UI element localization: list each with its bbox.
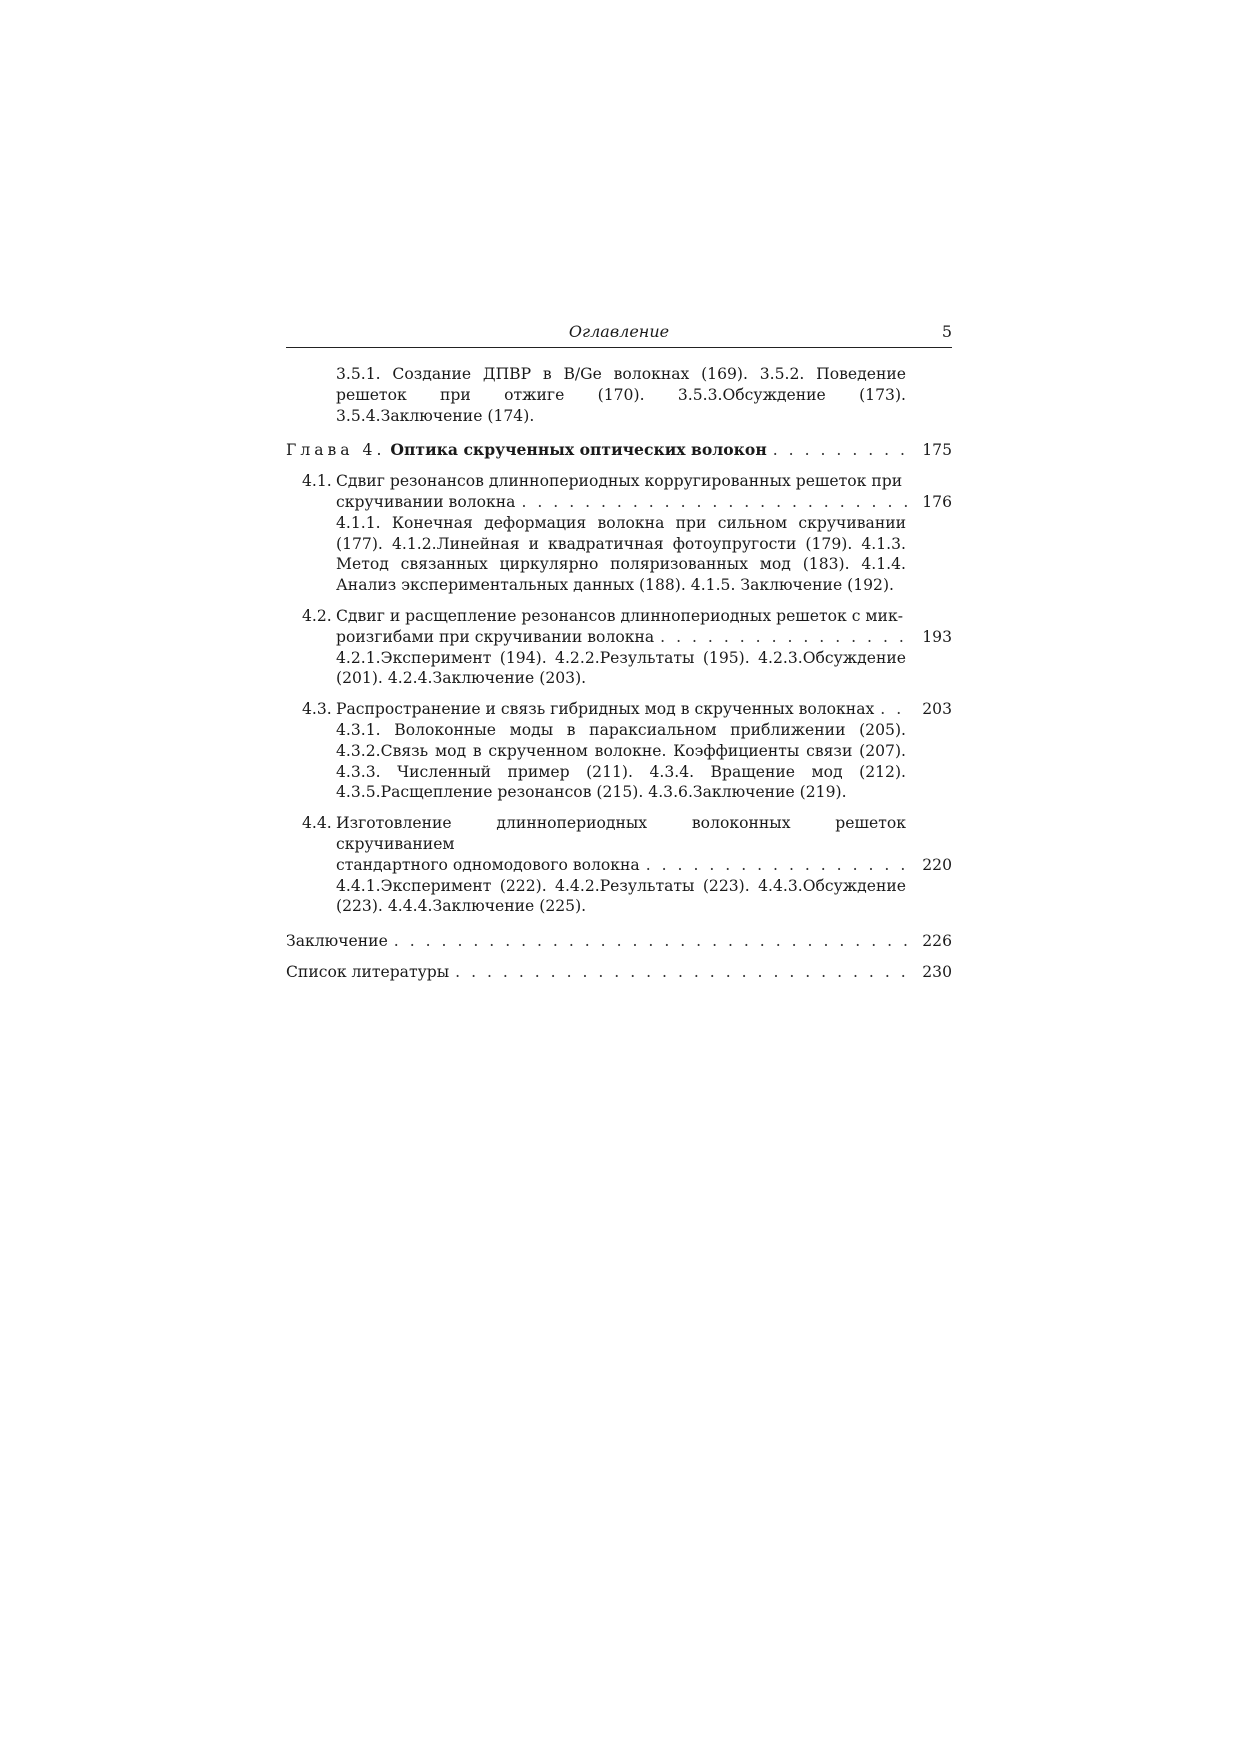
leader-dots (646, 855, 912, 876)
section-page: 193 (922, 627, 952, 646)
section-title-line1: Сдвиг и расщепление резонансов длиннопериодных решеток с мик- (336, 606, 903, 625)
leader-dots (521, 492, 912, 513)
toc-section-4-1[interactable] (286, 471, 952, 596)
toc-content (286, 364, 952, 983)
toc-section-4-2[interactable] (286, 606, 952, 689)
section-page: 220 (922, 855, 952, 874)
leader-dots (773, 440, 912, 461)
references-title: Список литературы (286, 962, 450, 981)
toc-section-4-3[interactable] (286, 699, 952, 803)
leader-dots (880, 699, 912, 720)
section-page: 203 (922, 700, 952, 719)
running-header (286, 322, 952, 346)
subsection-list: 4.3.1. Волоконные моды в параксиальном приближении (205). 4.3.2.Связь мод в скрученном волокне. Коэффициенты связи (207). 4.3.3. Численный пример (211). 4.3.4. Вращение мод (212). 4.3.5.Расщепление резонансов (215). 4.3.6.Заключение (219). (336, 720, 906, 802)
toc-chapter-entry[interactable] (286, 440, 952, 461)
toc-references-entry[interactable] (286, 962, 952, 983)
conclusion-page: 226 (922, 932, 952, 951)
header-rule (286, 347, 952, 348)
section-number: 4.3. (302, 700, 332, 719)
toc-section-4-4[interactable] (286, 813, 952, 917)
header-page-number: 5 (941, 322, 952, 341)
conclusion-title: Заключение (286, 932, 388, 951)
leader-dots (660, 627, 912, 648)
section-number: 4.1. (302, 472, 332, 491)
subsection-list: 4.4.1.Эксперимент (222). 4.4.2.Результаты (223). 4.4.3.Обсуждение (223). 4.4.4.Заключение (225). (336, 876, 906, 916)
section-title-line1: Изготовление длиннопериодных волоконных решеток скручиванием (336, 814, 906, 853)
toc-continuation: 3.5.1. Создание ДПВР в B/Ge волокнах (169). 3.5.2. Поведение решеток при отжиге (170). 3.5.3.Обсуждение (173). 3.5.4.Заключение (174). (336, 365, 906, 425)
chapter-prefix: Глава 4. (286, 441, 386, 460)
chapter-title: Оптика скрученных оптических волокон (390, 440, 767, 460)
subsection-list: 4.2.1.Эксперимент (194). 4.2.2.Результаты (195). 4.2.3.Обсуждение (201). 4.2.4.Заключение (203). (336, 648, 906, 688)
toc-page (286, 322, 952, 981)
section-title-line1: Сдвиг резонансов длиннопериодных корругированных решеток при (336, 472, 903, 491)
section-title-line2: роизгибами при скручивании волокна (336, 627, 655, 646)
section-number: 4.4. (302, 814, 332, 833)
header-title: Оглавление (568, 322, 670, 341)
section-page: 176 (922, 492, 952, 511)
toc-conclusion-entry[interactable] (286, 931, 952, 952)
section-title-line2: стандартного одномодового волокна (336, 855, 640, 874)
leader-dots (455, 962, 912, 983)
leader-dots (394, 931, 912, 952)
section-number: 4.2. (302, 606, 332, 625)
subsection-list: 4.1.1. Конечная деформация волокна при сильном скручивании (177). 4.1.2.Линейная и квадратичная фотоупругости (179). 4.1.3. Метод связанных циркулярно поляризованных мод (183). 4.1.4. Анализ экспериментальных данных (188). 4.1.5. Заключение (192). (336, 513, 906, 595)
references-page: 230 (922, 962, 952, 981)
chapter-page: 175 (922, 441, 952, 460)
section-title: Распространение и связь гибридных мод в скрученных волокнах (336, 700, 875, 719)
section-title-line2: скручивании волокна (336, 492, 516, 511)
